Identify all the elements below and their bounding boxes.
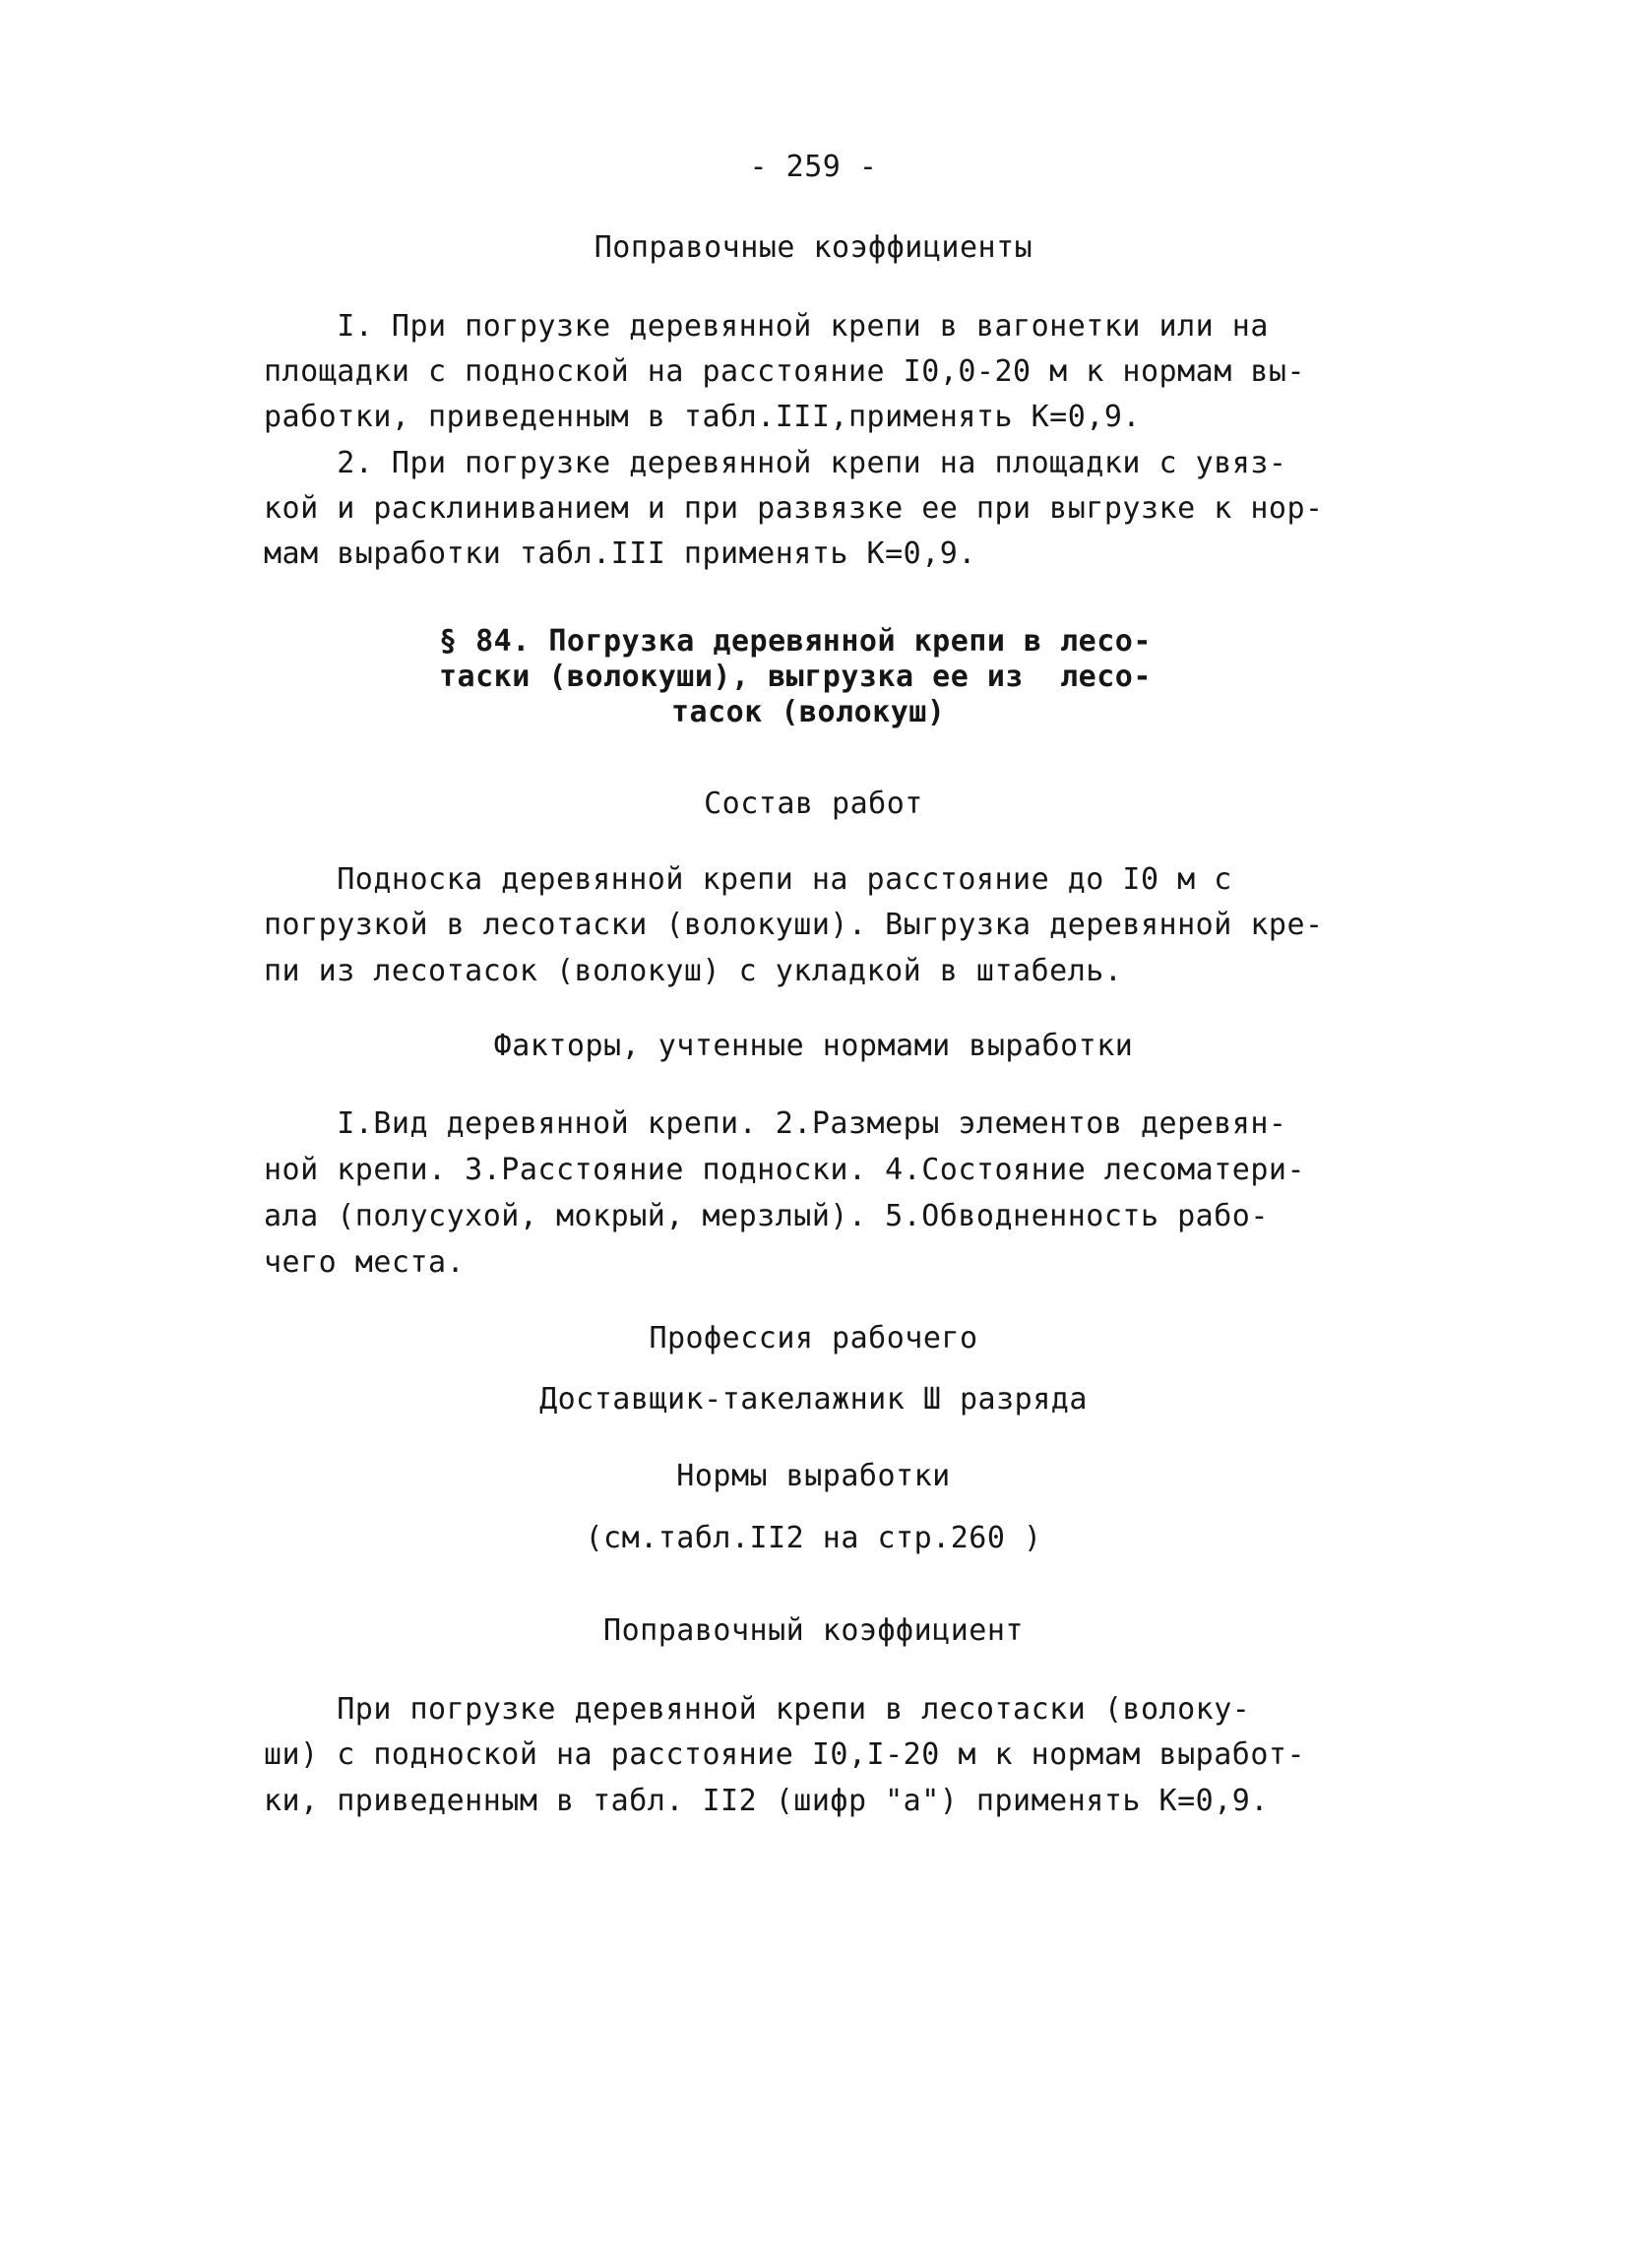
paragraph-line: 2. При погрузке деревянной крепи на площадки с увяз- xyxy=(264,446,1287,480)
norms-heading: Нормы выработки xyxy=(676,1459,951,1493)
paragraph-line: ши) с подноской на расстояние I0,I-20 м к нормам выработ- xyxy=(264,1737,1306,1772)
paragraph-line: работки, приведенным в табл.III,применять К=0,9. xyxy=(264,400,1141,434)
paragraph-line: ки, приведенным в табл. II2 (шифр "а") применять К=0,9. xyxy=(264,1784,1269,1818)
paragraph-line: площадки с подноской на расстояние I0,0-20 м к нормам вы- xyxy=(264,354,1306,389)
page-number: - 259 - xyxy=(749,150,878,184)
paragraph-line: мам выработки табл.III применять К=0,9. xyxy=(264,536,976,571)
section-heading-correction-coefficients: Поправочные коэффициенты xyxy=(594,230,1033,265)
paragraph-line: Подноска деревянной крепи на расстояние до I0 м с xyxy=(264,862,1232,897)
profession-value: Доставщик-такелажник Ш разряда xyxy=(539,1382,1088,1417)
coefficient-heading: Поправочный коэффициент xyxy=(603,1613,1024,1648)
paragraph-line: пи из лесотасок (волокуш) с укладкой в штабель. xyxy=(264,954,1123,988)
paragraph-line: ной крепи. 3.Расстояние подноски. 4.Состояние лесоматери- xyxy=(264,1153,1306,1187)
norms-table-reference: (см.табл.II2 на стр.260 ) xyxy=(585,1521,1042,1555)
profession-heading: Профессия рабочего xyxy=(649,1321,978,1355)
section-title-line: таски (волокуши), выгрузка ее из лесо- xyxy=(439,660,1152,694)
composition-heading: Состав работ xyxy=(704,787,923,821)
paragraph-line: При погрузке деревянной крепи в лесотаски (волоку- xyxy=(264,1692,1251,1727)
paragraph-line: I.Вид деревянной крепи. 2.Размеры элементов деревян- xyxy=(264,1106,1287,1141)
paragraph-line: кой и расклиниванием и при развязке ее при выгрузке к нор- xyxy=(264,491,1324,526)
paragraph-line: погрузкой в лесотаски (волокуши). Выгрузка деревянной кре- xyxy=(264,908,1324,942)
paragraph-line: ала (полусухой, мокрый, мерзлый). 5.Обводненность рабо- xyxy=(264,1199,1269,1233)
paragraph-line: чего места. xyxy=(264,1245,466,1280)
section-title-line: § 84. Погрузка деревянной крепи в лесо- xyxy=(439,624,1152,659)
section-title-line: тасок (волокуш) xyxy=(671,695,946,729)
factors-heading: Факторы, учтенные нормами выработки xyxy=(493,1029,1134,1063)
paragraph-line: I. При погрузке деревянной крепи в вагонетки или на xyxy=(264,309,1269,344)
